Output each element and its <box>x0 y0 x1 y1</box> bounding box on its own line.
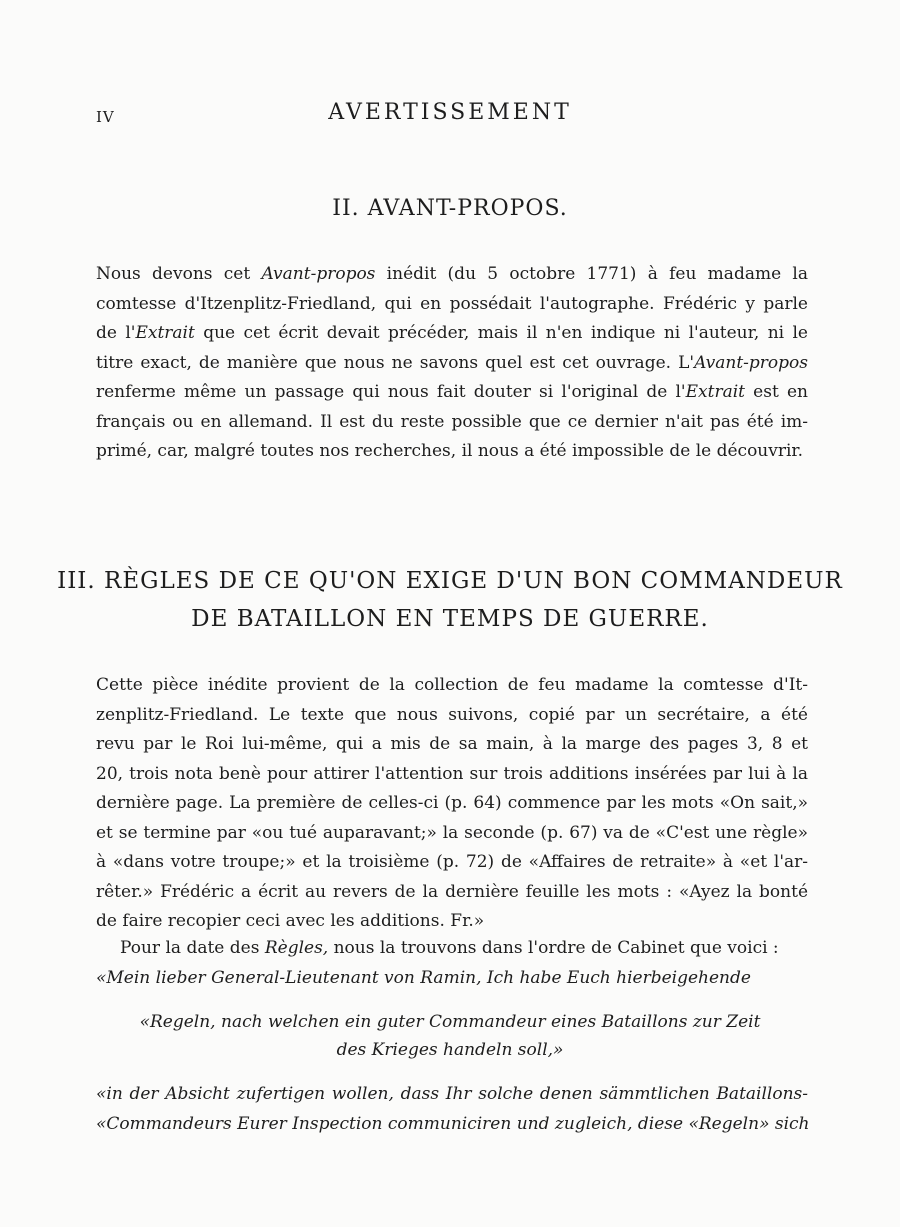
text-line: 20, trois nota benè pour attirer l'attention sur trois additions insérées par lui à la <box>96 763 808 784</box>
quote-line: des Krieges handeln soll,» <box>336 1040 564 1060</box>
text-run: que cet écrit devait précéder, mais il n'en indique ni l'auteur, ni le <box>194 323 808 343</box>
continuation-paragraph <box>96 1080 808 1139</box>
text-line <box>96 319 808 349</box>
text-line: de faire recopier ceci avec les additions. Fr.» <box>96 911 485 931</box>
text-run: nous la trouvons dans l'ordre de Cabinet que voici : <box>328 938 779 958</box>
section-3-title <box>0 562 900 638</box>
text-line: zenplitz-Friedland. Le texte que nous suivons, copié par un secrétaire, a été <box>96 704 808 725</box>
text-run: Nous devons cet <box>96 264 262 284</box>
text-line: «in der Absicht zufertigen wollen, dass Ihr solche denen sämmtlichen Bataillons- <box>96 1084 808 1104</box>
text-run: Pour la date des <box>120 938 265 958</box>
text-run: est en <box>744 382 808 402</box>
running-header <box>0 100 900 130</box>
section-2-title: II. AVANT-PROPOS. <box>332 196 568 221</box>
section-3-title-line-1: III. RÈGLES DE CE QU'ON EXIGE D'UN BON COMMANDEUR <box>57 568 843 594</box>
text-line: à «dans votre troupe;» et la troisième (p. 72) de «Affaires de retraite» à «et l'ar- <box>96 852 808 872</box>
running-title: AVERTISSEMENT <box>328 100 572 125</box>
text-run: inédit (du 5 octobre 1771) à feu madame la <box>375 264 808 284</box>
page-number: IV <box>96 108 115 126</box>
text-line <box>96 349 808 379</box>
text-line: comtesse d'Itzenplitz-Friedland, qui en possédait l'autographe. Frédéric y parle <box>96 293 808 314</box>
text-line: dernière page. La première de celles-ci (p. 64) commence par les mots «On sait,» <box>96 793 808 813</box>
italic-term: Extrait <box>685 382 745 402</box>
quote-line: «Regeln, nach welchen ein guter Commandeur eines Bataillons zur Zeit <box>139 1012 761 1032</box>
text-line <box>96 934 808 964</box>
text-line: «Commandeurs Eurer Inspection communiciren und zugleich, diese «Regeln» sich <box>96 1113 810 1134</box>
text-line: revu par le Roi lui-même, qui a mis de sa main, à la marge des pages 3, 8 et <box>96 734 808 754</box>
text-line: français ou en allemand. Il est du reste possible que ce dernier n'ait pas été im- <box>96 411 808 432</box>
italic-term: Avant-propos <box>261 264 376 284</box>
text-line <box>96 378 808 408</box>
italic-term: Extrait <box>135 323 195 343</box>
text-run: titre exact, de manière que nous ne savons quel est cet ouvrage. L' <box>96 352 695 373</box>
text-line: primé, car, malgré toutes nos recherches, il nous a été impossible de le découvrir. <box>96 441 804 461</box>
avant-propos-paragraph <box>96 260 808 467</box>
text-line: et se termine par «ou tué auparavant;» la seconde (p. 67) va de «C'est une règle» <box>96 822 808 843</box>
text-run: de l' <box>96 323 136 343</box>
text-line: rêter.» Frédéric a écrit au revers de la dernière feuille les mots : «Ayez la bonté <box>96 881 808 902</box>
section-3-title-line-2: DE BATAILLON EN TEMPS DE GUERRE. <box>191 606 709 632</box>
italic-term: Règles, <box>264 938 329 958</box>
date-paragraph <box>96 934 808 993</box>
text-run: renferme même un passage qui nous fait douter si l'original de l' <box>96 382 686 402</box>
text-line: Cette pièce inédite provient de la collection de feu madame la comtesse d'It- <box>96 675 808 695</box>
block-quote <box>0 1008 900 1064</box>
italic-term: Avant-propos <box>694 352 808 373</box>
text-line: «Mein lieber General-Lieutenant von Ramin, Ich habe Euch hierbeigehende <box>96 967 751 988</box>
text-line <box>96 260 808 290</box>
regles-paragraph <box>96 671 808 937</box>
